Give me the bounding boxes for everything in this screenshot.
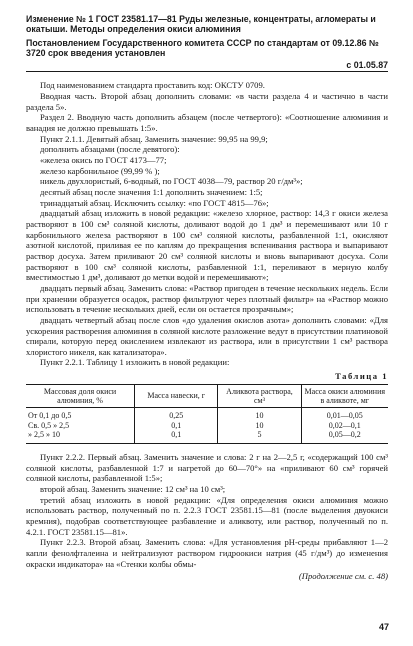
paragraph: железо карбонильное (99,99 % ); (40, 165, 160, 176)
table-cell: 0,25 (135, 408, 218, 421)
table-title: Таблица 1 (335, 371, 388, 382)
paragraph: второй абзац. Заменить значение: 12 см³ на 10 см³; (40, 483, 226, 494)
table-cell: 5 (218, 430, 301, 443)
table-cell: Св. 0,5 » 2,5 (28, 420, 70, 430)
paragraph: никель двухлористый, 6-водный, по ГОСТ 4038—79, раствор 20 г/дм³»; (40, 176, 303, 187)
table-header: Масса навески, г (135, 384, 218, 407)
paragraph: Пункт 2.2.2. Первый абзац. Заменить значение и слова: 2 г на 2—2,5 г, «содержащий 100 см³ соляной кислоты, разбавленной 1:7 и нагретой до 60—70°» на «приливают 60 см³ горячей соляной кислоты, разбавленной 1:5»; (26, 451, 388, 484)
amendment-title: Изменение № 1 ГОСТ 23581.17—81 Руды железные, концентраты, агломераты и окатыши. Методы определения окиси алюминия (26, 14, 376, 35)
table-cell: 0,1 (135, 421, 218, 431)
table-cell: 0,1 (135, 430, 218, 443)
paragraph: Пункт 2.2.3. Второй абзац. Заменить слова: «Для установления pH-среды прибавляют 1—2 капли фенолфталеина и нейтрализуют раствором гидроокиси натрия (45 г/дм³) до изменения окраски индикатора» на «Стенки колбы обмы- (26, 537, 388, 569)
decree-line: Постановлением Государственного комитета СССР по стандартам от 09.12.86 № 3720 срок введения установлен (26, 37, 379, 59)
paragraph: дополнить абзацами (после девятого): (40, 144, 180, 155)
paragraph: двадцать первый абзац. Заменить слова: «Раствор пригоден в течение нескольких недель. Если при хранении образуется осадок, раствор фильтруют через плотный фильтр» на «Раствор можно использовать в течение нескольких дней, если он остается прозрачным»; (26, 282, 388, 315)
table-cell: От 0,1 до 0,5 (28, 411, 72, 421)
table-cell: 10 (218, 421, 301, 431)
paragraph: десятый абзац после значения 1:1 дополнить значением: 1:5; (40, 186, 263, 197)
paragraph: «железа окись по ГОСТ 4173—77; (40, 155, 167, 165)
table-cell: 0,02—0,1 (301, 421, 388, 431)
table-1 (26, 384, 388, 444)
paragraph: Под наименованием стандарта проставить код: ОКСТУ 0709. (40, 80, 265, 91)
table-cell: 0,01—0,05 (301, 408, 388, 421)
paragraph: третий абзац изложить в новой редакции: «Для определения окиси алюминия можно использовать раствор, полученный по п. 2.2.3 ГОСТ 23581.15—81 (после выделения двуокиси кремния), подобрав соответствующее разбавление и аликвоту, или раствор, полученный по п. 4.2.1. ГОСТ 23581.15—81». (26, 494, 388, 537)
table-row (26, 430, 388, 443)
paragraph: Вводная часть. Второй абзац дополнить словами: «в части раздела 4 и частично в части раздела 5». (26, 91, 388, 112)
table-cell: 0,05—0,2 (301, 430, 388, 443)
paragraph: Пункт 2.1.1. Девятый абзац. Заменить значение: 99,95 на 99,9; (40, 133, 268, 144)
paragraph: Раздел 2. Вводную часть дополнить абзацем (после четвертого): «Соотношение алюминия и ванадия не должно превышать 1:5». (26, 112, 388, 134)
paragraph: двадцатый абзац изложить в новой редакции: «железо хлорное, раствор: 14,3 г окиси железа растворяют в 100 см³ соляной кислоты, доливают водой до 1 дм³ и перемешивают или 10 г карбонильного железа растворяют в 100 см³ соляной кислоты, разбавленной 1:1, окисляют азотной кислотой, приливая ее по каплям до прекращения вспенивания раствора и выпаривают раствор досуха. Затем приливают 20 см³ соляной кислоты и вновь выпаривают досуха. Соли растворяют в 100 см³ соляной кислоты, разбавленной 1:1, переливают в мерную колбу вместимостью 1 дм³, доливают до метки водой и перемешивают»; (26, 208, 388, 283)
table-header: Массовая доля окиси алюминия, % (26, 384, 135, 407)
paragraph: Пункт 2.2.1. Таблицу 1 изложить в новой редакции: (40, 357, 230, 368)
table-cell: 10 (218, 408, 301, 421)
table-row (26, 421, 388, 431)
page-number: 47 (378, 622, 389, 632)
table-header: Аликвота раствора, см³ (218, 384, 301, 407)
table-header: Масса окиси алюминия в аликвоте, мг (301, 384, 388, 407)
table-cell: » 2,5 » 10 (28, 430, 60, 440)
effective-date: с 01.05.87 (26, 60, 388, 73)
table-row (26, 408, 388, 421)
paragraph: тринадцатый абзац. Исключить ссылку: «по ГОСТ 4815—76»; (40, 197, 269, 208)
paragraph: двадцать четвертый абзац после слов «до удаления окислов азота» дополнить словами: «Для ускорения растворения алюминия в соляной кислоте разложение ведут в присутствии платиновой спирали, которую перед окислением извлекают из раствора, или в присутствии 1 см³ раствора хлористого никеля, как катализатора». (26, 314, 388, 357)
continuation-note: (Продолжение см. с. 48) (298, 571, 388, 582)
document-page (26, 14, 388, 582)
